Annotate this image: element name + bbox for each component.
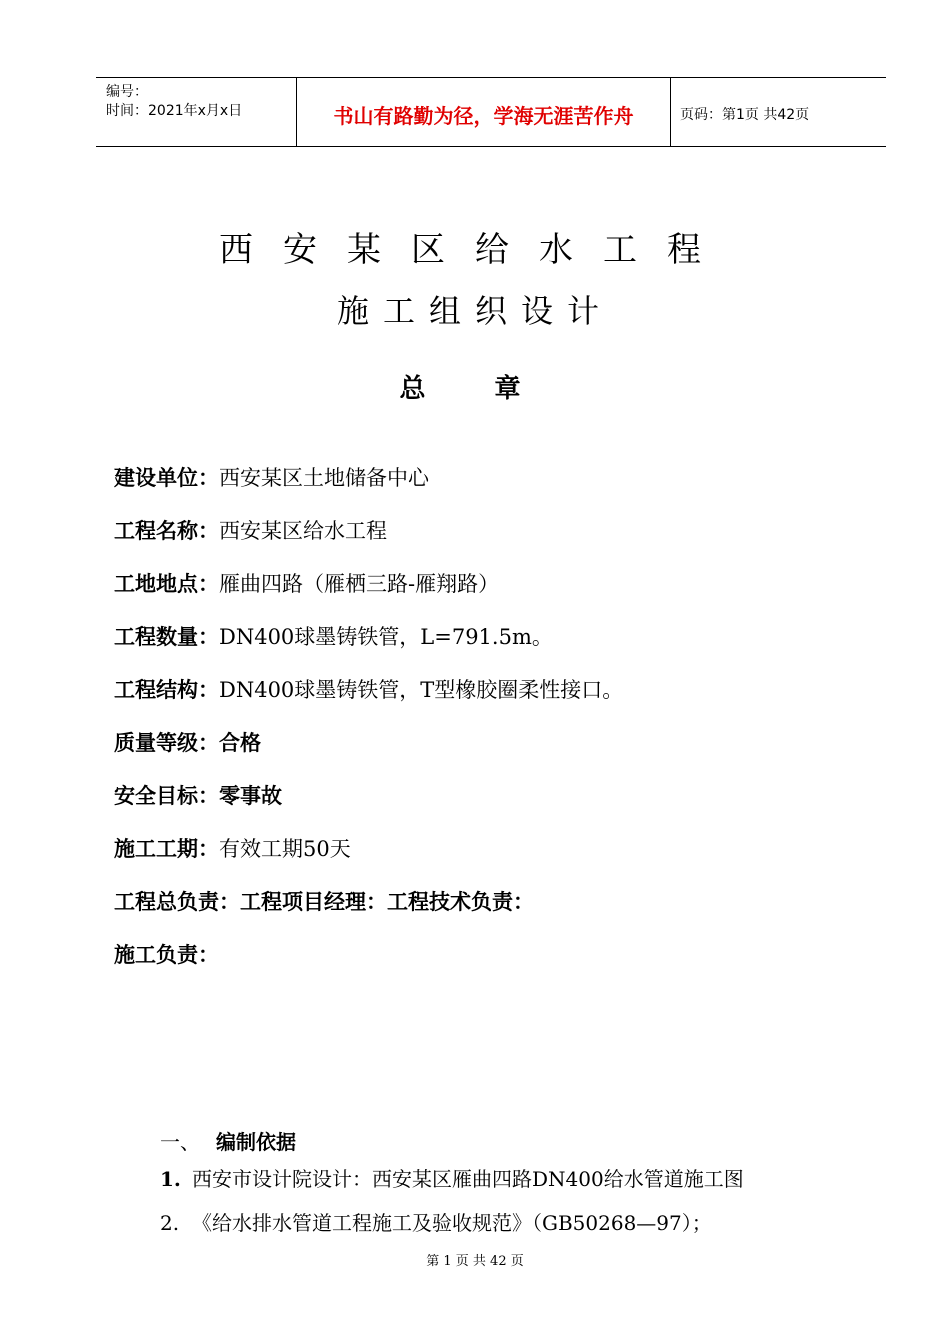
page-footer: 第 1 页 共 42 页 <box>426 1254 524 1269</box>
info-value: 雁曲四路（雁栖三路-雁翔路） <box>219 572 500 596</box>
info-line-duration <box>114 833 351 863</box>
info-key: 工地地点： <box>114 572 219 596</box>
info-line-quantity <box>114 621 553 651</box>
serial-label: 编号： <box>106 84 148 100</box>
list-item-text: 西安市设计院设计：西安某区雁曲四路DN400给水管道施工图 <box>192 1167 744 1191</box>
section-heading <box>160 1126 296 1155</box>
info-key: 施工工期： <box>114 837 219 861</box>
header-page-cell <box>671 78 886 146</box>
info-value: DN400球墨铸铁管，L=791.5m。 <box>219 625 553 649</box>
info-line-project-name <box>114 515 387 545</box>
date-label: 时间：2021年x月x日 <box>106 103 243 119</box>
document-subtitle: 施工组织设计 <box>336 292 613 330</box>
info-key: 施工负责： <box>114 943 219 967</box>
info-line-site <box>114 568 499 598</box>
info-key: 工程结构： <box>114 678 219 702</box>
info-value: 西安某区土地储备中心 <box>219 466 429 490</box>
info-line-managers <box>114 886 534 916</box>
info-key: 建设单位： <box>114 466 219 490</box>
list-item-number: 2. <box>160 1211 180 1235</box>
page-info: 页码：第1页 共42页 <box>680 107 810 123</box>
header-motto-cell <box>297 78 671 146</box>
info-key: 工程名称： <box>114 519 219 543</box>
section-number: 一、 <box>160 1130 200 1154</box>
header-meta-cell <box>96 78 297 146</box>
document-title: 西安某区给水工程 <box>219 230 731 270</box>
info-key: 安全目标： <box>114 784 219 808</box>
info-key: 质量等级： <box>114 731 219 755</box>
info-line-construction-lead <box>114 939 219 969</box>
info-line-quality <box>114 727 261 757</box>
info-line-structure <box>114 674 623 704</box>
list-item-text: 《给水排水管道工程施工及验收规范》（GB50268—97）； <box>192 1211 712 1235</box>
info-value: 零事故 <box>219 784 282 808</box>
info-value: 西安某区给水工程 <box>219 519 387 543</box>
info-line-builder <box>114 462 429 492</box>
motto: 书山有路勤为径，学海无涯苦作舟 <box>333 104 634 128</box>
info-value: 合格 <box>219 731 261 755</box>
info-value: DN400球墨铸铁管，T型橡胶圈柔性接口。 <box>219 678 624 702</box>
chapter-title: 总 章 <box>399 374 551 404</box>
list-item-number: 1. <box>160 1167 181 1191</box>
list-item <box>160 1207 712 1236</box>
list-item <box>160 1163 744 1192</box>
info-line-safety <box>114 780 282 810</box>
section-title: 编制依据 <box>216 1130 296 1154</box>
header-table <box>96 77 886 147</box>
info-key: 工程总负责：工程项目经理：工程技术负责： <box>114 890 534 914</box>
info-key: 工程数量： <box>114 625 219 649</box>
info-value: 有效工期50天 <box>219 837 351 861</box>
